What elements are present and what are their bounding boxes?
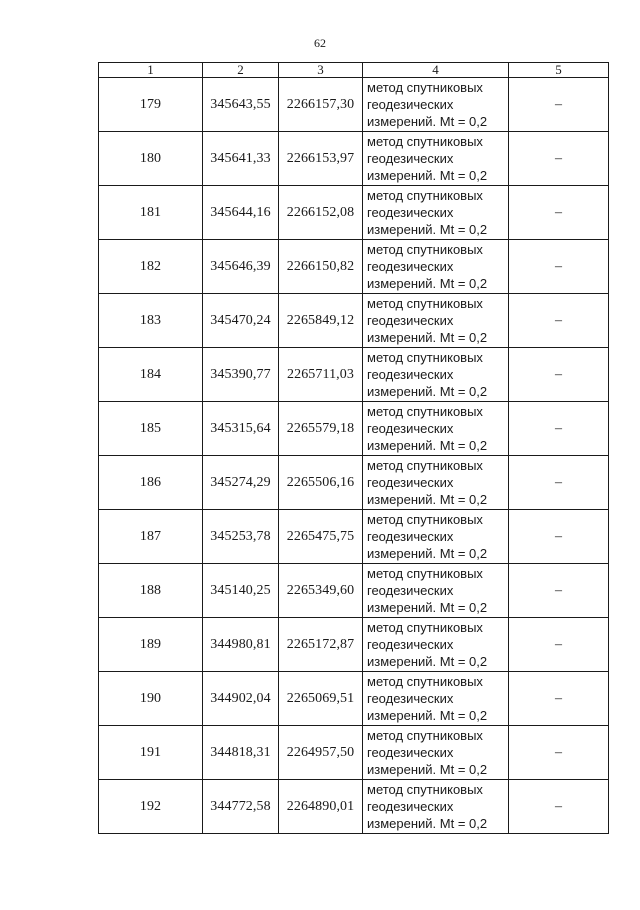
method-line: метод спутниковых (367, 512, 483, 527)
method-line: измерений. Mt = 0,2 (367, 600, 488, 615)
y-coordinate-cell: 2265349,60 (279, 564, 363, 618)
method-line: метод спутниковых (367, 620, 483, 635)
x-coordinate-cell: 344818,31 (203, 726, 279, 780)
method-line: геодезических (367, 259, 454, 274)
method-line: метод спутниковых (367, 296, 483, 311)
method-line: метод спутниковых (367, 566, 483, 581)
x-coordinate-cell: 344980,81 (203, 618, 279, 672)
method-line: измерений. Mt = 0,2 (367, 276, 488, 291)
y-coordinate-cell: 2265069,51 (279, 672, 363, 726)
method-line: метод спутниковых (367, 728, 483, 743)
method-cell (363, 186, 509, 240)
table-body (99, 78, 609, 834)
point-number-cell: 179 (99, 78, 203, 132)
note-cell: – (509, 294, 609, 348)
note-cell: – (509, 348, 609, 402)
method-cell (363, 402, 509, 456)
table-row (99, 240, 609, 294)
table-row (99, 294, 609, 348)
coordinates-table (98, 62, 609, 834)
note-cell: – (509, 402, 609, 456)
method-line: измерений. Mt = 0,2 (367, 330, 488, 345)
point-number-cell: 185 (99, 402, 203, 456)
method-line: геодезических (367, 367, 454, 382)
y-coordinate-cell: 2266157,30 (279, 78, 363, 132)
table-row (99, 780, 609, 834)
method-line: метод спутниковых (367, 674, 483, 689)
note-cell: – (509, 132, 609, 186)
table-row (99, 510, 609, 564)
point-number-cell: 182 (99, 240, 203, 294)
point-number-cell: 190 (99, 672, 203, 726)
x-coordinate-cell: 345274,29 (203, 456, 279, 510)
note-cell: – (509, 672, 609, 726)
x-coordinate-cell: 345390,77 (203, 348, 279, 402)
note-cell: – (509, 456, 609, 510)
note-cell: – (509, 78, 609, 132)
x-coordinate-cell: 344902,04 (203, 672, 279, 726)
point-number-cell: 192 (99, 780, 203, 834)
method-line: метод спутниковых (367, 782, 483, 797)
method-line: измерений. Mt = 0,2 (367, 762, 488, 777)
method-line: измерений. Mt = 0,2 (367, 816, 488, 831)
table-row (99, 78, 609, 132)
note-cell: – (509, 240, 609, 294)
header-col-4: 4 (363, 63, 509, 78)
method-line: измерений. Mt = 0,2 (367, 114, 488, 129)
y-coordinate-cell: 2265172,87 (279, 618, 363, 672)
y-coordinate-cell: 2264890,01 (279, 780, 363, 834)
method-line: измерений. Mt = 0,2 (367, 654, 488, 669)
table-row (99, 618, 609, 672)
x-coordinate-cell: 345470,24 (203, 294, 279, 348)
method-line: метод спутниковых (367, 350, 483, 365)
note-cell: – (509, 564, 609, 618)
y-coordinate-cell: 2264957,50 (279, 726, 363, 780)
method-cell (363, 78, 509, 132)
x-coordinate-cell: 345253,78 (203, 510, 279, 564)
method-line: геодезических (367, 529, 454, 544)
table-row (99, 348, 609, 402)
method-line: измерений. Mt = 0,2 (367, 708, 488, 723)
method-line: измерений. Mt = 0,2 (367, 492, 488, 507)
method-line: измерений. Mt = 0,2 (367, 384, 488, 399)
table-row (99, 564, 609, 618)
y-coordinate-cell: 2266152,08 (279, 186, 363, 240)
note-cell: – (509, 618, 609, 672)
method-line: геодезических (367, 745, 454, 760)
method-cell (363, 456, 509, 510)
method-cell (363, 132, 509, 186)
method-line: измерений. Mt = 0,2 (367, 168, 488, 183)
y-coordinate-cell: 2265711,03 (279, 348, 363, 402)
method-cell (363, 294, 509, 348)
method-line: измерений. Mt = 0,2 (367, 222, 488, 237)
method-line: метод спутниковых (367, 134, 483, 149)
x-coordinate-cell: 345641,33 (203, 132, 279, 186)
point-number-cell: 188 (99, 564, 203, 618)
method-line: метод спутниковых (367, 404, 483, 419)
x-coordinate-cell: 345140,25 (203, 564, 279, 618)
note-cell: – (509, 510, 609, 564)
point-number-cell: 186 (99, 456, 203, 510)
method-line: геодезических (367, 421, 454, 436)
method-line: геодезических (367, 151, 454, 166)
table-row (99, 402, 609, 456)
header-col-5: 5 (509, 63, 609, 78)
method-line: геодезических (367, 691, 454, 706)
method-line: измерений. Mt = 0,2 (367, 438, 488, 453)
x-coordinate-cell: 345644,16 (203, 186, 279, 240)
method-line: геодезических (367, 583, 454, 598)
method-cell (363, 240, 509, 294)
y-coordinate-cell: 2265506,16 (279, 456, 363, 510)
point-number-cell: 180 (99, 132, 203, 186)
method-cell (363, 780, 509, 834)
note-cell: – (509, 780, 609, 834)
x-coordinate-cell: 345315,64 (203, 402, 279, 456)
method-line: геодезических (367, 313, 454, 328)
x-coordinate-cell: 345643,55 (203, 78, 279, 132)
y-coordinate-cell: 2266150,82 (279, 240, 363, 294)
x-coordinate-cell: 345646,39 (203, 240, 279, 294)
method-line: геодезических (367, 637, 454, 652)
table-row (99, 726, 609, 780)
point-number-cell: 189 (99, 618, 203, 672)
table-row (99, 132, 609, 186)
y-coordinate-cell: 2266153,97 (279, 132, 363, 186)
method-line: метод спутниковых (367, 188, 483, 203)
table-row (99, 672, 609, 726)
method-line: геодезических (367, 205, 454, 220)
method-line: геодезических (367, 799, 454, 814)
note-cell: – (509, 726, 609, 780)
method-line: геодезических (367, 475, 454, 490)
note-cell: – (509, 186, 609, 240)
point-number-cell: 184 (99, 348, 203, 402)
y-coordinate-cell: 2265475,75 (279, 510, 363, 564)
header-row (99, 63, 609, 78)
page-number: 62 (314, 36, 326, 50)
header-col-3: 3 (279, 63, 363, 78)
header-col-1: 1 (99, 63, 203, 78)
table-row (99, 186, 609, 240)
y-coordinate-cell: 2265849,12 (279, 294, 363, 348)
method-cell (363, 726, 509, 780)
point-number-cell: 191 (99, 726, 203, 780)
method-line: метод спутниковых (367, 80, 483, 95)
table-header (99, 63, 609, 78)
method-line: метод спутниковых (367, 458, 483, 473)
y-coordinate-cell: 2265579,18 (279, 402, 363, 456)
point-number-cell: 187 (99, 510, 203, 564)
method-line: измерений. Mt = 0,2 (367, 546, 488, 561)
method-line: геодезических (367, 97, 454, 112)
x-coordinate-cell: 344772,58 (203, 780, 279, 834)
method-cell (363, 672, 509, 726)
header-col-2: 2 (203, 63, 279, 78)
method-cell (363, 348, 509, 402)
method-cell (363, 618, 509, 672)
table-row (99, 456, 609, 510)
point-number-cell: 181 (99, 186, 203, 240)
method-cell (363, 510, 509, 564)
method-cell (363, 564, 509, 618)
method-line: метод спутниковых (367, 242, 483, 257)
point-number-cell: 183 (99, 294, 203, 348)
